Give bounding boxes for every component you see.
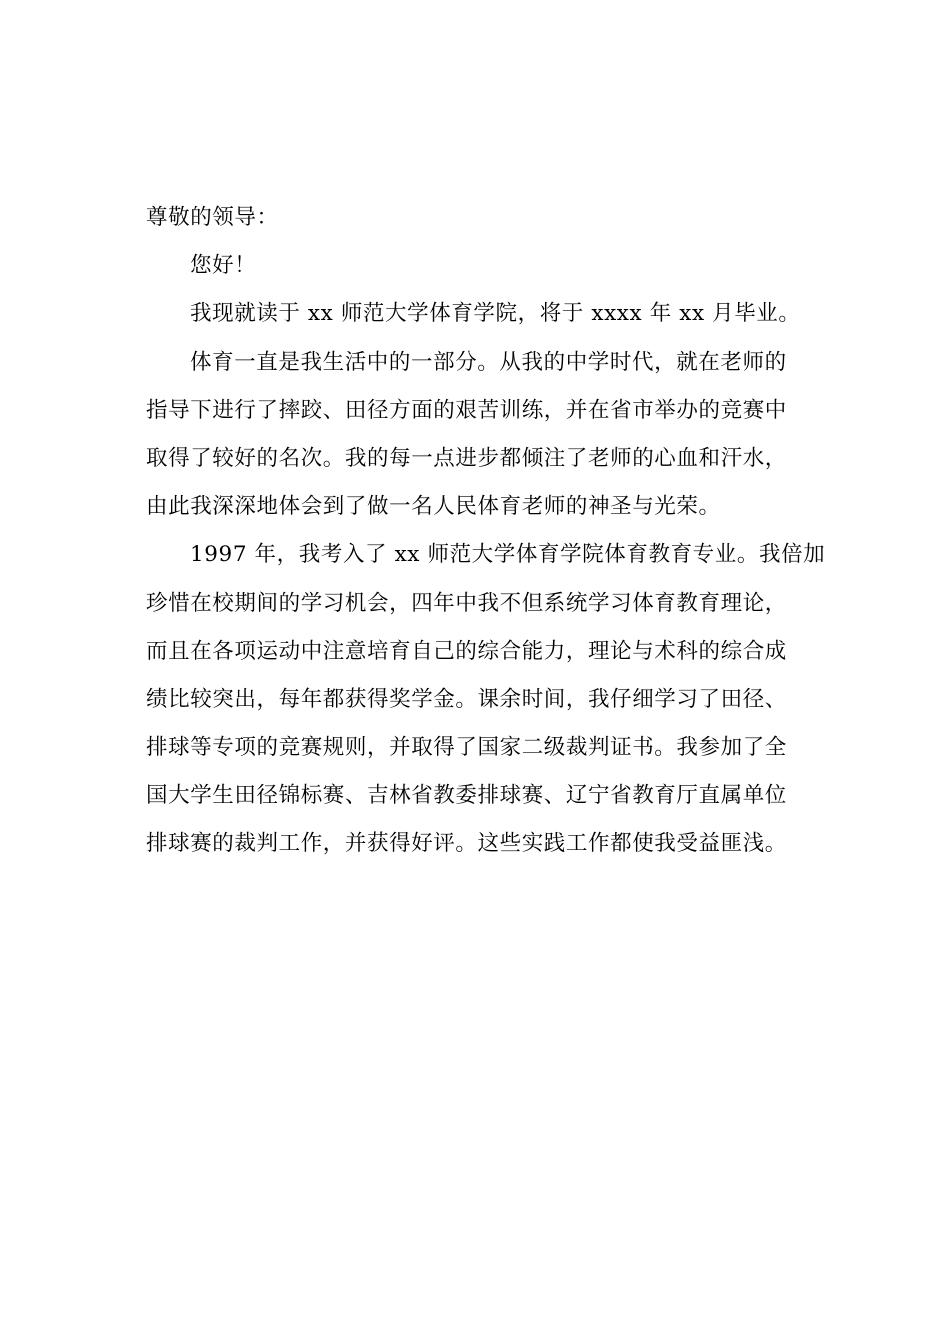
- paragraph-line: 排球赛的裁判工作，并获得好评。这些实践工作都使我受益匪浅。: [146, 831, 787, 857]
- paragraph-line: 而且在各项运动中注意培育自己的综合能力，理论与术科的综合成: [146, 638, 787, 664]
- paragraph-line: 绩比较突出，每年都获得奖学金。课余时间，我仔细学习了田径、: [146, 686, 787, 712]
- paragraph-line: 1997 年，我考入了 xx 师范大学体育学院体育教育专业。我倍加: [190, 542, 826, 568]
- paragraph-line: 体育一直是我生活中的一部分。从我的中学时代，就在老师的: [190, 349, 787, 375]
- greeting-line: 您好！: [190, 253, 257, 279]
- letter-body: [146, 205, 826, 882]
- paragraph-line: 取得了较好的名次。我的每一点进步都倾注了老师的心血和汗水，: [146, 445, 787, 471]
- paragraph-line: 珍惜在校期间的学习机会，四年中我不但系统学习体育教育理论，: [146, 590, 787, 616]
- paragraph-line: 指导下进行了摔跤、田径方面的艰苦训练，并在省市举办的竞赛中: [146, 397, 787, 423]
- paragraph-line: 由此我深深地体会到了做一名人民体育老师的神圣与光荣。: [146, 494, 721, 520]
- salutation-line: 尊敬的领导：: [146, 205, 279, 230]
- paragraph-line: 排球等专项的竞赛规则，并取得了国家二级裁判证书。我参加了全: [146, 735, 787, 761]
- paragraph-line: 我现就读于 xx 师范大学体育学院，将于 xxxx 年 xx 月毕业。: [190, 301, 801, 327]
- paragraph-line: 国大学生田径锦标赛、吉林省教委排球赛、辽宁省教育厅直属单位: [146, 783, 787, 809]
